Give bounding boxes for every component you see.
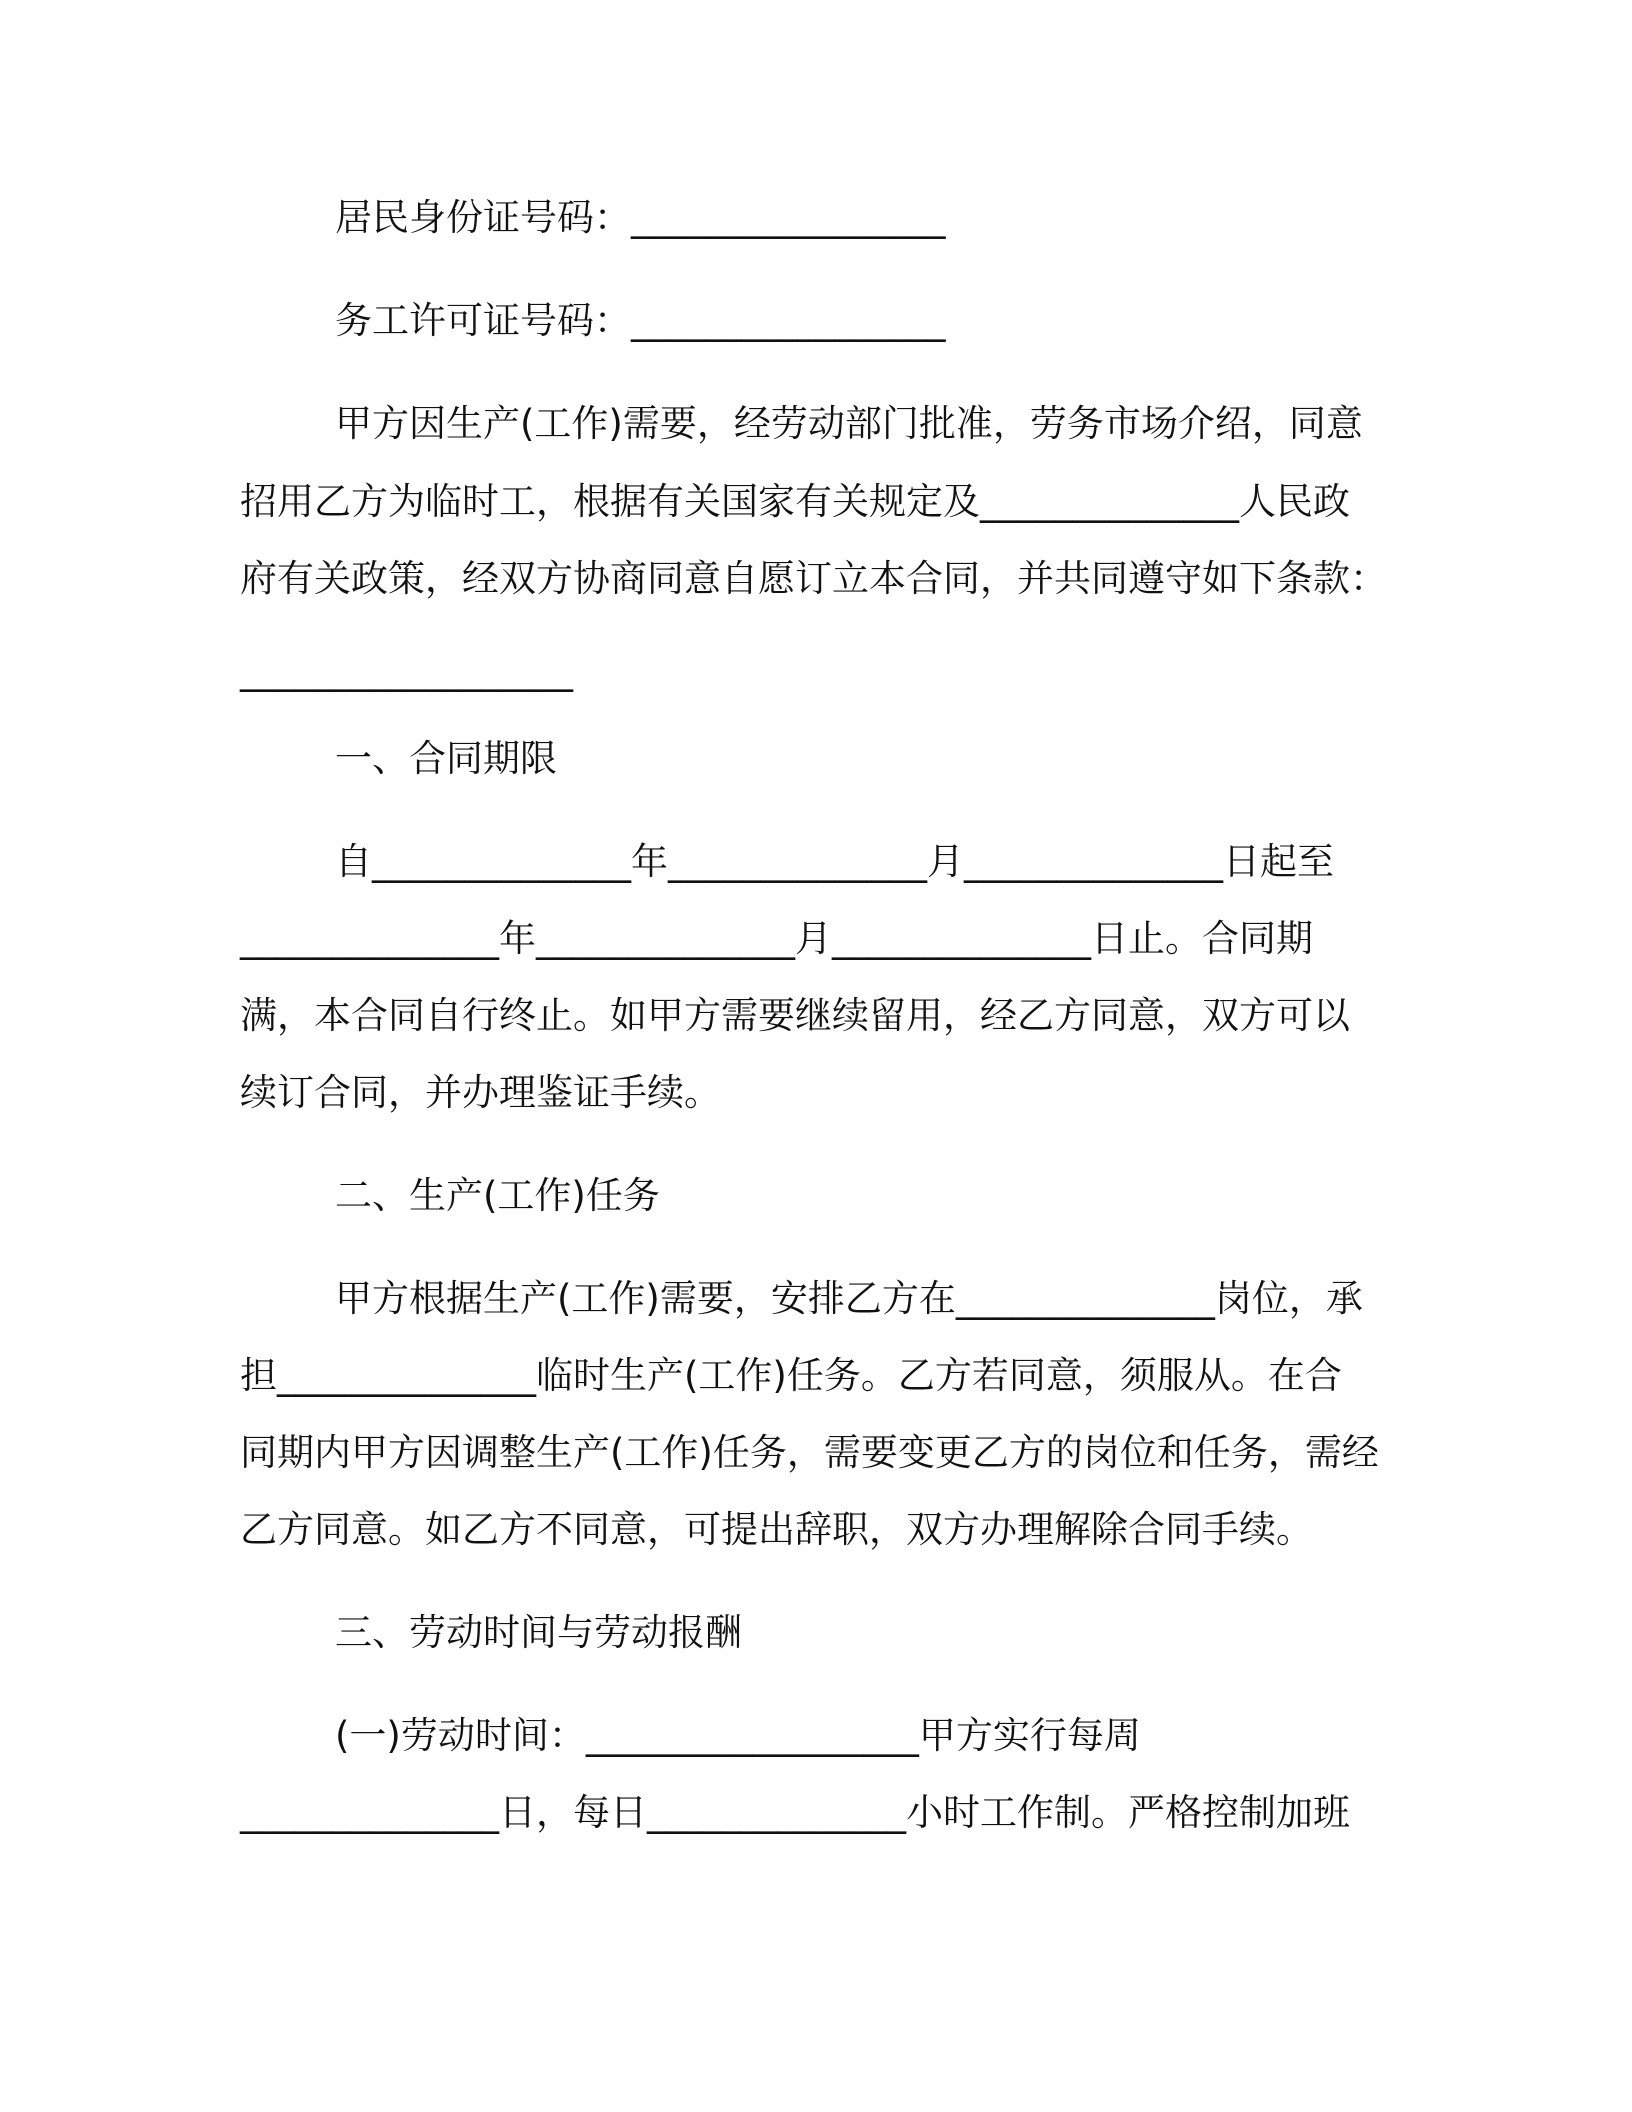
section-heading-term: 一、合同期限 bbox=[335, 737, 557, 780]
work-permit-line: 务工许可证号码：_________________ bbox=[335, 299, 946, 342]
intro-paragraph-line: 甲方因生产(工作)需要，经劳动部门批准，劳务市场介绍，同意 bbox=[335, 402, 1363, 445]
term-paragraph-line: 自______________年______________月______________日起至 bbox=[335, 840, 1334, 883]
intro-paragraph-line: 招用乙方为临时工，根据有关国家有关规定及______________人民政 bbox=[240, 480, 1350, 523]
task-paragraph-line: 担______________临时生产(工作)任务。乙方若同意，须服从。在合 bbox=[240, 1354, 1342, 1397]
term-paragraph-line: 满，本合同自行终止。如甲方需要继续留用，经乙方同意，双方可以 bbox=[240, 994, 1350, 1037]
task-paragraph-line: 乙方同意。如乙方不同意，可提出辞职，双方办理解除合同手续。 bbox=[240, 1508, 1313, 1551]
section-heading-hours-pay: 三、劳动时间与劳动报酬 bbox=[335, 1611, 742, 1654]
term-paragraph-line: 续订合同，并办理鉴证手续。 bbox=[240, 1071, 721, 1114]
term-paragraph-line: ______________年______________月______________日止。合同期 bbox=[240, 917, 1313, 960]
hours-paragraph-line: (一)劳动时间：__________________甲方实行每周 bbox=[335, 1714, 1141, 1757]
task-paragraph-line: 同期内甲方因调整生产(工作)任务，需要变更乙方的岗位和任务，需经 bbox=[240, 1431, 1379, 1474]
id-number-line: 居民身份证号码：_________________ bbox=[335, 196, 946, 239]
intro-paragraph-line: 府有关政策，经双方协商同意自愿订立本合同，并共同遵守如下条款： bbox=[240, 557, 1387, 600]
task-paragraph-line: 甲方根据生产(工作)需要，安排乙方在______________岗位，承 bbox=[335, 1277, 1363, 1320]
section-heading-task: 二、生产(工作)任务 bbox=[335, 1174, 660, 1217]
hours-paragraph-line: ______________日，每日______________小时工作制。严格控制加班 bbox=[240, 1791, 1350, 1834]
blank-line: __________________ bbox=[240, 649, 573, 692]
